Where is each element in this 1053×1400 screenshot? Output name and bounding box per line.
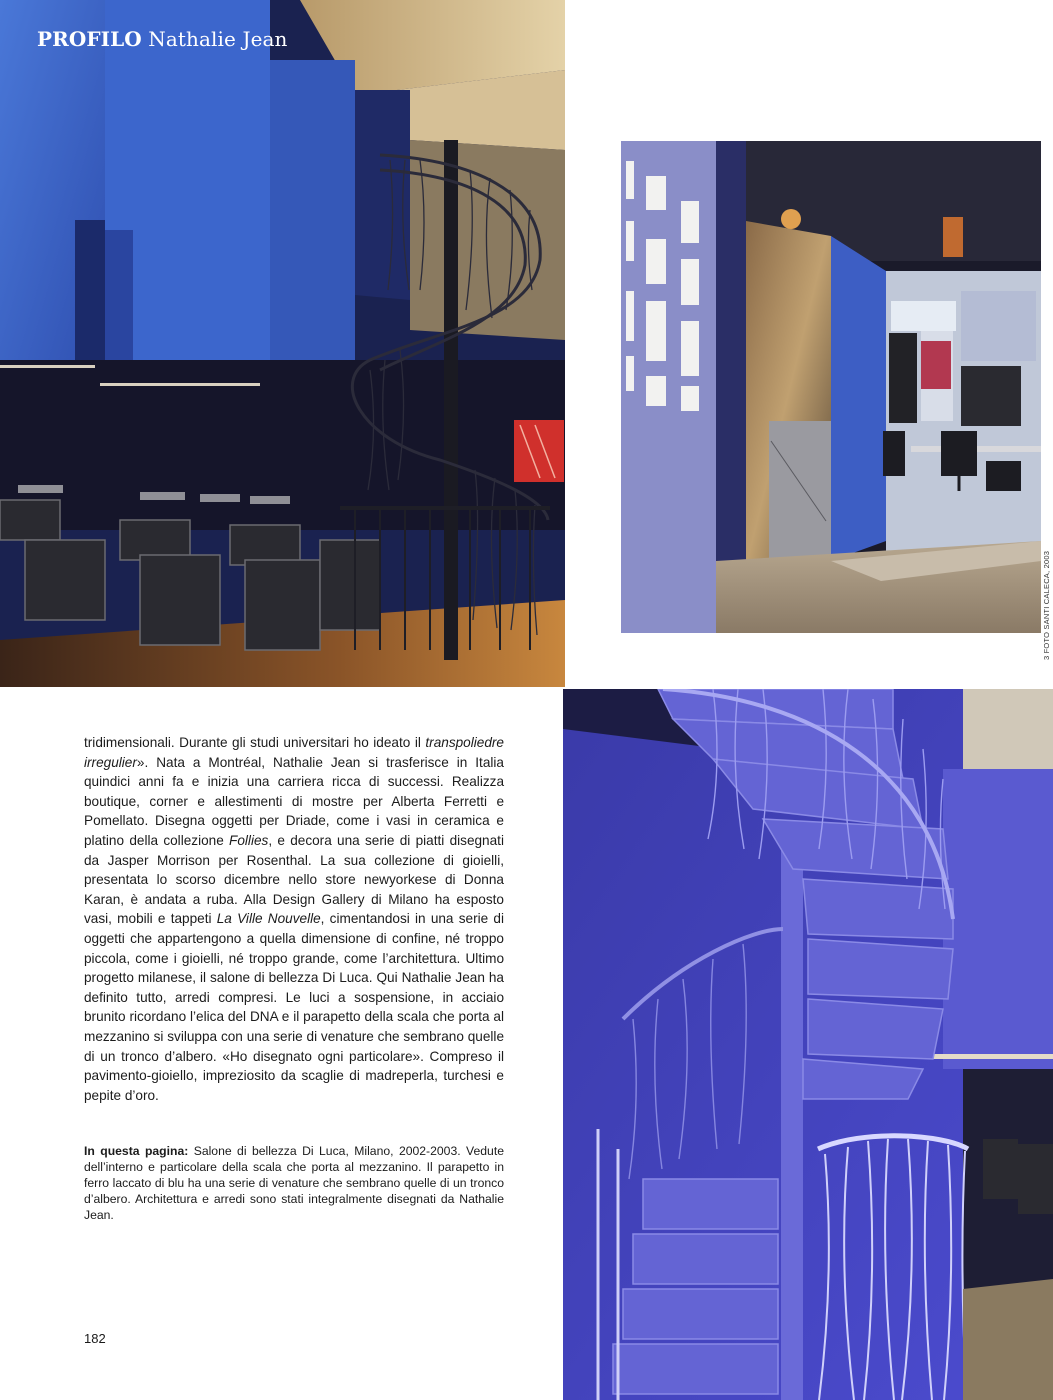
body-segment: , e decora una serie di piatti disegnati da Jasper Morrison per Rosenthal. La sua collezione di gioielli, presentata lo scorso dicembre nello store newyorkese di Donna Karan, è andata a ruba. Alla Design Gallery di Milano ha esposto vasi, mobili e tappeti [84, 832, 504, 927]
caption-label: In questa pagina: [84, 1144, 189, 1158]
body-segment-italic: La Ville Nouvelle [216, 911, 321, 927]
section-kicker: PROFILO [37, 27, 142, 51]
photo-staircase-detail [563, 689, 1053, 1400]
article-paragraph [84, 733, 504, 1105]
photo-salon-interior [621, 141, 1041, 633]
section-header [37, 27, 288, 51]
article-body [84, 733, 504, 1105]
photo-salon-staircase [0, 0, 565, 687]
caption-text: Salone di bellezza Di Luca, Milano, 2002-2003. Vedute dell’interno e particolare della scala che porta al mezzanino. Il parapetto in ferro laccato di blu ha una serie di venature che sembrano quelle di un tronco d’albero. Architettura e arredi sono stati integralmente disegnati da Nathalie Jean. [84, 1144, 504, 1222]
photo-credit: 3 FOTO SANTI CALECA, 2003 [1042, 550, 1051, 660]
designer-name: Nathalie Jean [148, 27, 288, 51]
photo-salon-staircase-image [0, 0, 565, 687]
page-number: 182 [84, 1331, 106, 1346]
body-segment-italic: transpoliedre irregulier [84, 735, 504, 770]
photo-caption [84, 1143, 504, 1223]
body-segment: , cimentandosi in una serie di oggetti che appartengono a quella dimensione di confine, né troppo piccola, come i gioielli, né troppo grande, come l’architettura. Ultimo progetto milanese, il salone di bellezza Di Luca. Qui Nathalie Jean ha definito tutto, arredi compresi. Le luci a sospensione, in acciaio brunito ricordano l’elica del DNA e il parapetto della scala che porta al mezzanino si sviluppa con una serie di venature che sembrano quelle di un tronco d’albero. «Ho disegnato ogni particolare». Compreso il pavimento-gioiello, impreziosito da scaglie di madreperla, turchesi e pepite d’oro. [84, 911, 504, 1103]
photo-staircase-detail-image [563, 689, 1053, 1400]
body-segment-italic: Follies [229, 832, 269, 848]
body-segment: ». Nata a Montréal, Nathalie Jean si trasferisce in Italia quindici anni fa e inizia una carriera ricca di successi. Realizza boutique, corner e allestimenti di mostre per Alberta Ferretti e Pomellato. Disegna oggetti per Driade, come i vasi in ceramica e platino della collezione [84, 754, 504, 848]
photo-salon-interior-image [621, 141, 1041, 633]
body-segment: tridimensionali. Durante gli studi universitari ho ideato il [84, 735, 426, 750]
